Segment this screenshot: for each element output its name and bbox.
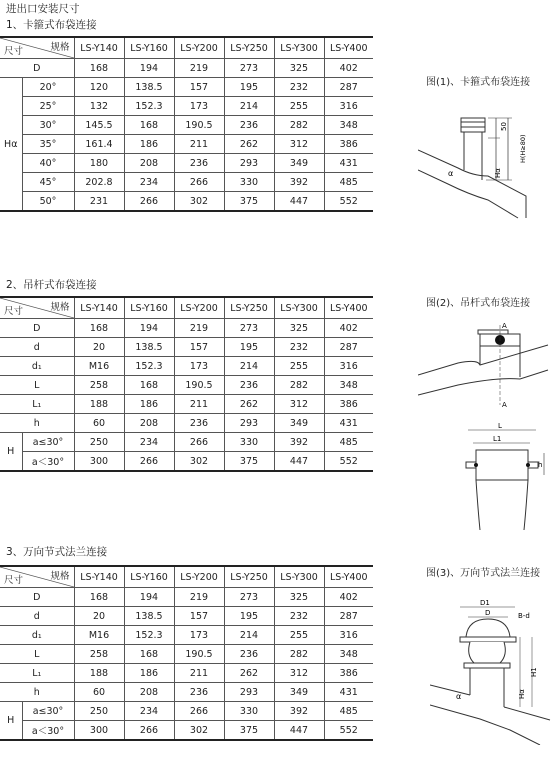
header-size-label: 尺寸 bbox=[4, 575, 24, 586]
table-cell: 375 bbox=[224, 452, 274, 472]
table-cell: 195 bbox=[224, 78, 274, 97]
table-cell: 138.5 bbox=[124, 78, 174, 97]
table-cell: 214 bbox=[224, 357, 274, 376]
table-cell: 485 bbox=[324, 702, 373, 721]
table-cell: 266 bbox=[124, 721, 174, 741]
figure-3-label-D: D bbox=[485, 609, 491, 617]
table-cell: 214 bbox=[224, 97, 274, 116]
table-corner-header bbox=[0, 566, 74, 588]
table-cell: 316 bbox=[324, 626, 373, 645]
table-cell: 325 bbox=[274, 59, 324, 78]
table-cell: 236 bbox=[224, 376, 274, 395]
figure-3-label-H1: H1 bbox=[530, 667, 538, 677]
table-cell: 302 bbox=[174, 721, 224, 741]
model-header: LS-Y160 bbox=[124, 37, 174, 59]
table-cell: 234 bbox=[124, 433, 174, 452]
table-cell: 214 bbox=[224, 626, 274, 645]
table-cell: 282 bbox=[274, 645, 324, 664]
table-cell: 287 bbox=[324, 78, 373, 97]
model-header: LS-Y200 bbox=[174, 297, 224, 319]
table-cell: 325 bbox=[274, 588, 324, 607]
figure-2-label-L: L bbox=[498, 422, 502, 430]
table-cell: 234 bbox=[124, 702, 174, 721]
table-cell: 348 bbox=[324, 645, 373, 664]
table-cell: 485 bbox=[324, 433, 373, 452]
row-label: D bbox=[0, 59, 74, 78]
table-cell: 232 bbox=[274, 607, 324, 626]
table-cell: 431 bbox=[324, 414, 373, 433]
table-cell: 152.3 bbox=[124, 626, 174, 645]
table-cell: 293 bbox=[224, 683, 274, 702]
table-row bbox=[0, 192, 373, 212]
row-label: h bbox=[0, 414, 74, 433]
row-label: 20° bbox=[22, 78, 74, 97]
table-cell: 386 bbox=[324, 664, 373, 683]
figure-2-diagram bbox=[418, 315, 550, 530]
row-label: L₁ bbox=[0, 395, 74, 414]
table-cell: 282 bbox=[274, 376, 324, 395]
table-row bbox=[0, 645, 373, 664]
table-row bbox=[0, 452, 373, 472]
figure-2-label-A-top: A bbox=[502, 322, 507, 330]
spec-table-hanger bbox=[0, 296, 373, 472]
table-row bbox=[0, 395, 373, 414]
figure-1-dim-H: H(H≥80) bbox=[519, 134, 527, 163]
row-label: L bbox=[0, 376, 74, 395]
table-cell: 168 bbox=[74, 588, 124, 607]
figure-3-diagram bbox=[430, 595, 553, 745]
table-cell: 293 bbox=[224, 414, 274, 433]
table-cell: 258 bbox=[74, 376, 124, 395]
model-header: LS-Y250 bbox=[224, 566, 274, 588]
table-cell: 173 bbox=[174, 357, 224, 376]
section-3-title: 3、万向节式法兰连接 bbox=[6, 546, 108, 558]
model-header: LS-Y160 bbox=[124, 297, 174, 319]
table-cell: 302 bbox=[174, 192, 224, 212]
row-label: 50° bbox=[22, 192, 74, 212]
table-cell: 132 bbox=[74, 97, 124, 116]
table-row bbox=[0, 376, 373, 395]
table-cell: 186 bbox=[124, 135, 174, 154]
table-cell: 168 bbox=[124, 376, 174, 395]
header-spec-label: 规格 bbox=[50, 42, 70, 53]
table-cell: 302 bbox=[174, 452, 224, 472]
spec-table-clamp bbox=[0, 36, 373, 212]
table-cell: 20 bbox=[74, 338, 124, 357]
table-cell: 168 bbox=[74, 319, 124, 338]
table-cell: 316 bbox=[324, 357, 373, 376]
model-header: LS-Y300 bbox=[274, 37, 324, 59]
table-row bbox=[0, 702, 373, 721]
model-header: LS-Y200 bbox=[174, 566, 224, 588]
table-cell: 250 bbox=[74, 702, 124, 721]
model-header: LS-Y140 bbox=[74, 37, 124, 59]
table-cell: 211 bbox=[174, 664, 224, 683]
table-cell: 20 bbox=[74, 607, 124, 626]
table-cell: 152.3 bbox=[124, 357, 174, 376]
row-label: a≤30° bbox=[22, 702, 74, 721]
table-cell: 194 bbox=[124, 588, 174, 607]
table-cell: M16 bbox=[74, 357, 124, 376]
table-cell: 431 bbox=[324, 154, 373, 173]
table-cell: 60 bbox=[74, 683, 124, 702]
table-cell: 208 bbox=[124, 414, 174, 433]
table-cell: 190.5 bbox=[174, 645, 224, 664]
table-cell: 236 bbox=[174, 683, 224, 702]
table-cell: 138.5 bbox=[124, 338, 174, 357]
row-group-label: Hα bbox=[0, 78, 22, 212]
table-cell: 266 bbox=[124, 192, 174, 212]
table-cell: 250 bbox=[74, 433, 124, 452]
table-cell: 312 bbox=[274, 395, 324, 414]
table-cell: 195 bbox=[224, 607, 274, 626]
table-cell: 60 bbox=[74, 414, 124, 433]
table-cell: 552 bbox=[324, 721, 373, 741]
model-header: LS-Y400 bbox=[324, 297, 373, 319]
figure-2-caption: 图(2)、吊杆式布袋连接 bbox=[426, 298, 531, 309]
table-cell: 330 bbox=[224, 702, 274, 721]
figure-3-label-Bd: B-d bbox=[518, 612, 530, 620]
table-cell: 447 bbox=[274, 452, 324, 472]
table-cell: 195 bbox=[224, 338, 274, 357]
table-row bbox=[0, 414, 373, 433]
table-cell: 312 bbox=[274, 664, 324, 683]
table-row bbox=[0, 97, 373, 116]
table-row bbox=[0, 78, 373, 97]
table-cell: 211 bbox=[174, 395, 224, 414]
figure-2-label-A-bottom: A bbox=[502, 401, 507, 409]
header-spec-label: 规格 bbox=[50, 302, 70, 313]
table-cell: 262 bbox=[224, 395, 274, 414]
table-cell: 402 bbox=[324, 319, 373, 338]
table-cell: 552 bbox=[324, 452, 373, 472]
table-cell: 186 bbox=[124, 664, 174, 683]
table-cell: 231 bbox=[74, 192, 124, 212]
table-corner-header bbox=[0, 37, 74, 59]
table-cell: 194 bbox=[124, 59, 174, 78]
row-label: d bbox=[0, 607, 74, 626]
row-label: a＜30° bbox=[22, 721, 74, 741]
table-cell: 375 bbox=[224, 721, 274, 741]
row-label: 45° bbox=[22, 173, 74, 192]
table-cell: 219 bbox=[174, 588, 224, 607]
model-header: LS-Y400 bbox=[324, 37, 373, 59]
table-cell: 349 bbox=[274, 414, 324, 433]
table-cell: 219 bbox=[174, 59, 224, 78]
table-cell: 287 bbox=[324, 607, 373, 626]
table-cell: 173 bbox=[174, 97, 224, 116]
table-cell: 168 bbox=[124, 116, 174, 135]
table-cell: 300 bbox=[74, 452, 124, 472]
row-label: L₁ bbox=[0, 664, 74, 683]
table-cell: 188 bbox=[74, 395, 124, 414]
table-cell: 211 bbox=[174, 135, 224, 154]
figure-1-diagram bbox=[418, 110, 548, 220]
table-row bbox=[0, 357, 373, 376]
spec-table-flange bbox=[0, 565, 373, 741]
table-cell: 190.5 bbox=[174, 376, 224, 395]
table-cell: 392 bbox=[274, 702, 324, 721]
table-cell: 173 bbox=[174, 626, 224, 645]
table-header-row bbox=[0, 566, 373, 588]
section-2-title: 2、吊杆式布袋连接 bbox=[6, 279, 97, 291]
table-header-row bbox=[0, 37, 373, 59]
table-cell: 262 bbox=[224, 135, 274, 154]
table-cell: 190.5 bbox=[174, 116, 224, 135]
table-cell: 255 bbox=[274, 357, 324, 376]
table-cell: 266 bbox=[174, 702, 224, 721]
table-row bbox=[0, 626, 373, 645]
table-cell: 202.8 bbox=[74, 173, 124, 192]
table-cell: 157 bbox=[174, 607, 224, 626]
table-cell: 258 bbox=[74, 645, 124, 664]
table-row bbox=[0, 433, 373, 452]
header-spec-label: 规格 bbox=[50, 571, 70, 582]
row-label: 35° bbox=[22, 135, 74, 154]
table-cell: 325 bbox=[274, 319, 324, 338]
table-cell: 485 bbox=[324, 173, 373, 192]
table-row bbox=[0, 664, 373, 683]
model-header: LS-Y140 bbox=[74, 566, 124, 588]
table-row bbox=[0, 154, 373, 173]
model-header: LS-Y250 bbox=[224, 37, 274, 59]
table-cell: 194 bbox=[124, 319, 174, 338]
row-label: h bbox=[0, 683, 74, 702]
table-cell: 234 bbox=[124, 173, 174, 192]
table-cell: 273 bbox=[224, 588, 274, 607]
table-cell: 273 bbox=[224, 319, 274, 338]
row-label: 25° bbox=[22, 97, 74, 116]
section-1-title: 1、卡箍式布袋连接 bbox=[6, 19, 97, 31]
row-label: 40° bbox=[22, 154, 74, 173]
table-row bbox=[0, 59, 373, 78]
table-row bbox=[0, 683, 373, 702]
table-cell: 266 bbox=[174, 433, 224, 452]
model-header: LS-Y400 bbox=[324, 566, 373, 588]
row-label: d bbox=[0, 338, 74, 357]
header-size-label: 尺寸 bbox=[4, 46, 24, 57]
table-cell: 232 bbox=[274, 338, 324, 357]
table-cell: 273 bbox=[224, 59, 274, 78]
table-cell: 282 bbox=[274, 116, 324, 135]
row-label: D bbox=[0, 319, 74, 338]
model-header: LS-Y300 bbox=[274, 297, 324, 319]
table-cell: 300 bbox=[74, 721, 124, 741]
model-header: LS-Y140 bbox=[74, 297, 124, 319]
table-row bbox=[0, 607, 373, 626]
figure-1-dim-Ha: Hα bbox=[494, 168, 502, 178]
table-cell: 552 bbox=[324, 192, 373, 212]
table-header-row bbox=[0, 297, 373, 319]
model-header: LS-Y200 bbox=[174, 37, 224, 59]
table-cell: 287 bbox=[324, 338, 373, 357]
model-header: LS-Y160 bbox=[124, 566, 174, 588]
table-cell: 138.5 bbox=[124, 607, 174, 626]
row-group-label: H bbox=[0, 433, 22, 472]
figure-3-label-D1: D1 bbox=[480, 599, 490, 607]
table-cell: 208 bbox=[124, 154, 174, 173]
row-label: L bbox=[0, 645, 74, 664]
row-label: a≤30° bbox=[22, 433, 74, 452]
row-label: d₁ bbox=[0, 626, 74, 645]
table-cell: 219 bbox=[174, 319, 224, 338]
table-cell: 386 bbox=[324, 135, 373, 154]
table-cell: 312 bbox=[274, 135, 324, 154]
figure-2-label-h: h bbox=[538, 461, 543, 469]
table-row bbox=[0, 135, 373, 154]
table-cell: 157 bbox=[174, 78, 224, 97]
table-cell: M16 bbox=[74, 626, 124, 645]
figure-3-label-Ha: Hα bbox=[518, 689, 526, 699]
table-cell: 447 bbox=[274, 721, 324, 741]
table-cell: 349 bbox=[274, 154, 324, 173]
table-cell: 236 bbox=[174, 154, 224, 173]
table-corner-header bbox=[0, 297, 74, 319]
figure-1-caption: 图(1)、卡箍式布袋连接 bbox=[426, 77, 531, 88]
table-cell: 255 bbox=[274, 97, 324, 116]
table-cell: 168 bbox=[124, 645, 174, 664]
table-row bbox=[0, 588, 373, 607]
table-row bbox=[0, 721, 373, 741]
figure-2-label-L1: L1 bbox=[493, 435, 502, 443]
table-cell: 330 bbox=[224, 433, 274, 452]
row-label: d₁ bbox=[0, 357, 74, 376]
table-cell: 402 bbox=[324, 59, 373, 78]
table-cell: 386 bbox=[324, 395, 373, 414]
table-cell: 262 bbox=[224, 664, 274, 683]
table-cell: 168 bbox=[74, 59, 124, 78]
model-header: LS-Y300 bbox=[274, 566, 324, 588]
table-cell: 316 bbox=[324, 97, 373, 116]
table-cell: 161.4 bbox=[74, 135, 124, 154]
table-cell: 232 bbox=[274, 78, 324, 97]
figure-3-alpha: α bbox=[456, 692, 462, 701]
table-cell: 392 bbox=[274, 173, 324, 192]
row-label: 30° bbox=[22, 116, 74, 135]
table-cell: 188 bbox=[74, 664, 124, 683]
table-cell: 375 bbox=[224, 192, 274, 212]
table-cell: 266 bbox=[124, 452, 174, 472]
table-cell: 236 bbox=[224, 645, 274, 664]
figure-1-dim-50: 50 bbox=[500, 122, 508, 131]
figure-3-caption: 图(3)、万向节式法兰连接 bbox=[426, 568, 541, 579]
table-cell: 145.5 bbox=[74, 116, 124, 135]
table-cell: 266 bbox=[174, 173, 224, 192]
table-cell: 236 bbox=[174, 414, 224, 433]
table-cell: 392 bbox=[274, 433, 324, 452]
table-cell: 152.3 bbox=[124, 97, 174, 116]
model-header: LS-Y250 bbox=[224, 297, 274, 319]
table-cell: 293 bbox=[224, 154, 274, 173]
table-row bbox=[0, 319, 373, 338]
table-cell: 186 bbox=[124, 395, 174, 414]
row-label: D bbox=[0, 588, 74, 607]
header-size-label: 尺寸 bbox=[4, 306, 24, 317]
table-cell: 402 bbox=[324, 588, 373, 607]
table-cell: 120 bbox=[74, 78, 124, 97]
row-group-label: H bbox=[0, 702, 22, 741]
table-cell: 255 bbox=[274, 626, 324, 645]
table-cell: 348 bbox=[324, 116, 373, 135]
table-row bbox=[0, 338, 373, 357]
page-title: 进出口安装尺寸 bbox=[6, 3, 80, 15]
table-cell: 349 bbox=[274, 683, 324, 702]
table-cell: 431 bbox=[324, 683, 373, 702]
table-cell: 208 bbox=[124, 683, 174, 702]
row-label: a＜30° bbox=[22, 452, 74, 472]
table-cell: 157 bbox=[174, 338, 224, 357]
figure-1-alpha: α bbox=[448, 169, 454, 178]
table-cell: 447 bbox=[274, 192, 324, 212]
table-cell: 236 bbox=[224, 116, 274, 135]
table-cell: 348 bbox=[324, 376, 373, 395]
table-row bbox=[0, 173, 373, 192]
table-cell: 330 bbox=[224, 173, 274, 192]
table-cell: 180 bbox=[74, 154, 124, 173]
table-row bbox=[0, 116, 373, 135]
